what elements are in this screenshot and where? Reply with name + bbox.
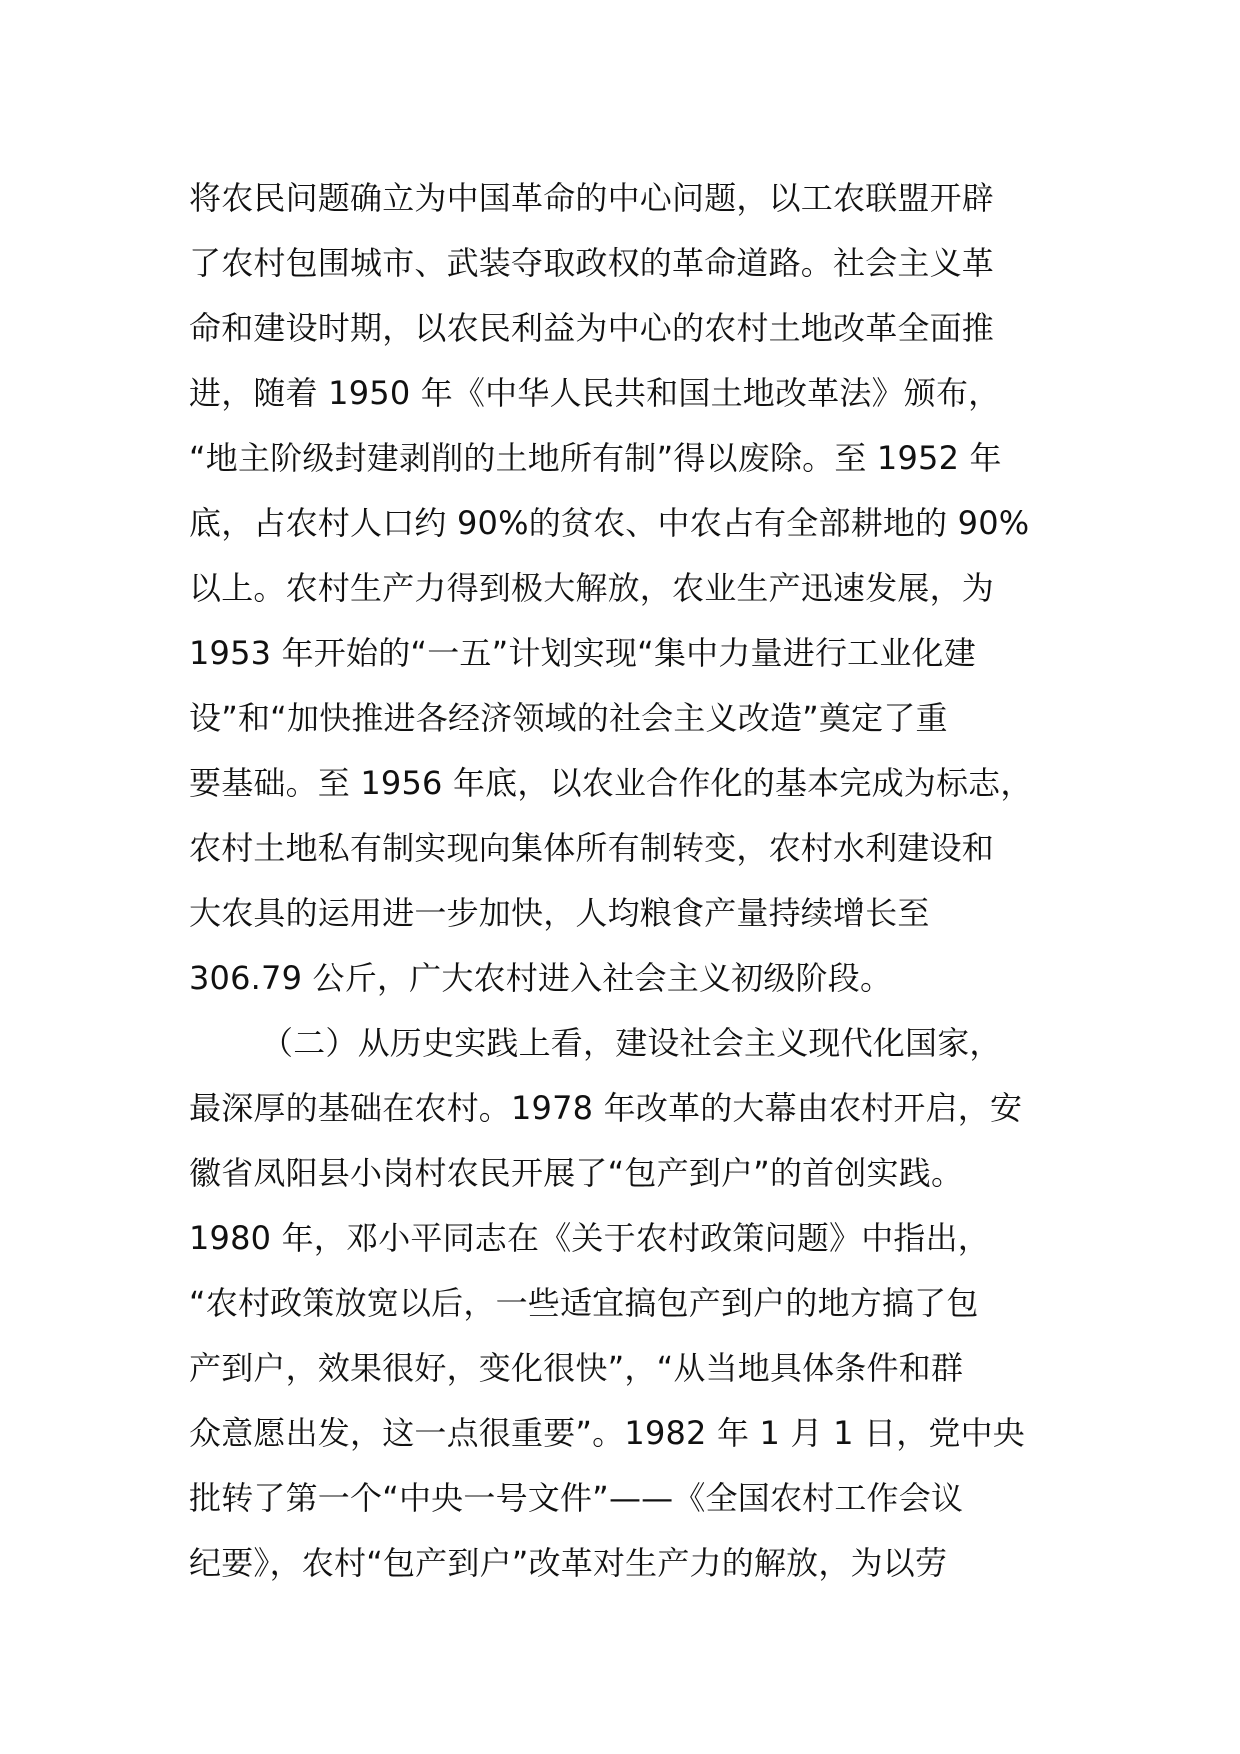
text-line-20: 众意愿出发，这一点很重要”。1982 年 1 月 1 日，党中央 bbox=[189, 1414, 1025, 1452]
text-line-15: 最深厚的基础在农村。1978 年改革的大幕由农村开启，安 bbox=[189, 1089, 1023, 1127]
text-line-10: 要基础。至 1956 年底，以农业合作化的基本完成为标志， bbox=[189, 764, 1033, 802]
text-line-6: 底，占农村人口约 90%的贫农、中农占有全部耕地的 90% bbox=[189, 504, 1030, 542]
text-line-18: “农村政策放宽以后，一些适宜搞包产到户的地方搞了包 bbox=[189, 1284, 979, 1322]
text-line-11: 农村土地私有制实现向集体所有制转变，农村水利建设和 bbox=[189, 829, 995, 867]
text-line-12: 大农具的运用进一步加快，人均粮食产量持续增长至 bbox=[189, 894, 930, 932]
text-line-4: 进，随着 1950 年《中华人民共和国土地改革法》颁布， bbox=[189, 374, 1001, 412]
text-line-1: 将农民问题确立为中国革命的中心问题，以工农联盟开辟 bbox=[189, 179, 995, 217]
text-line-16: 徽省凤阳县小岗村农民开展了“包产到户”的首创实践。 bbox=[189, 1154, 964, 1192]
text-line-8: 1953 年开始的“一五”计划实现“集中力量进行工业化建 bbox=[189, 634, 976, 672]
text-line-9: 设”和“加快推进各经济领域的社会主义改造”奠定了重 bbox=[189, 699, 948, 737]
text-line-22: 纪要》，农村“包产到户”改革对生产力的解放，为以劳 bbox=[189, 1544, 948, 1582]
text-line-13: 306.79 公斤，广大农村进入社会主义初级阶段。 bbox=[189, 959, 893, 997]
text-line-5: “地主阶级封建剥削的土地所有制”得以废除。至 1952 年 bbox=[189, 439, 1002, 477]
text-line-2: 了农村包围城市、武装夺取政权的革命道路。社会主义革 bbox=[189, 244, 995, 282]
text-line-19: 产到户，效果很好，变化很快”，“从当地具体条件和群 bbox=[189, 1349, 964, 1387]
section-two-start-line: （二）从历史实践上看，建设社会主义现代化国家， bbox=[261, 1024, 1002, 1062]
text-line-7: 以上。农村生产力得到极大解放，农业生产迅速发展，为 bbox=[189, 569, 995, 607]
text-line-17: 1980 年，邓小平同志在《关于农村政策问题》中指出， bbox=[189, 1219, 991, 1257]
body-text bbox=[189, 166, 1069, 1596]
text-line-3: 命和建设时期，以农民利益为中心的农村土地改革全面推 bbox=[189, 309, 995, 347]
text-line-21: 批转了第一个“中央一号文件”——《全国农村工作会议 bbox=[189, 1479, 964, 1517]
